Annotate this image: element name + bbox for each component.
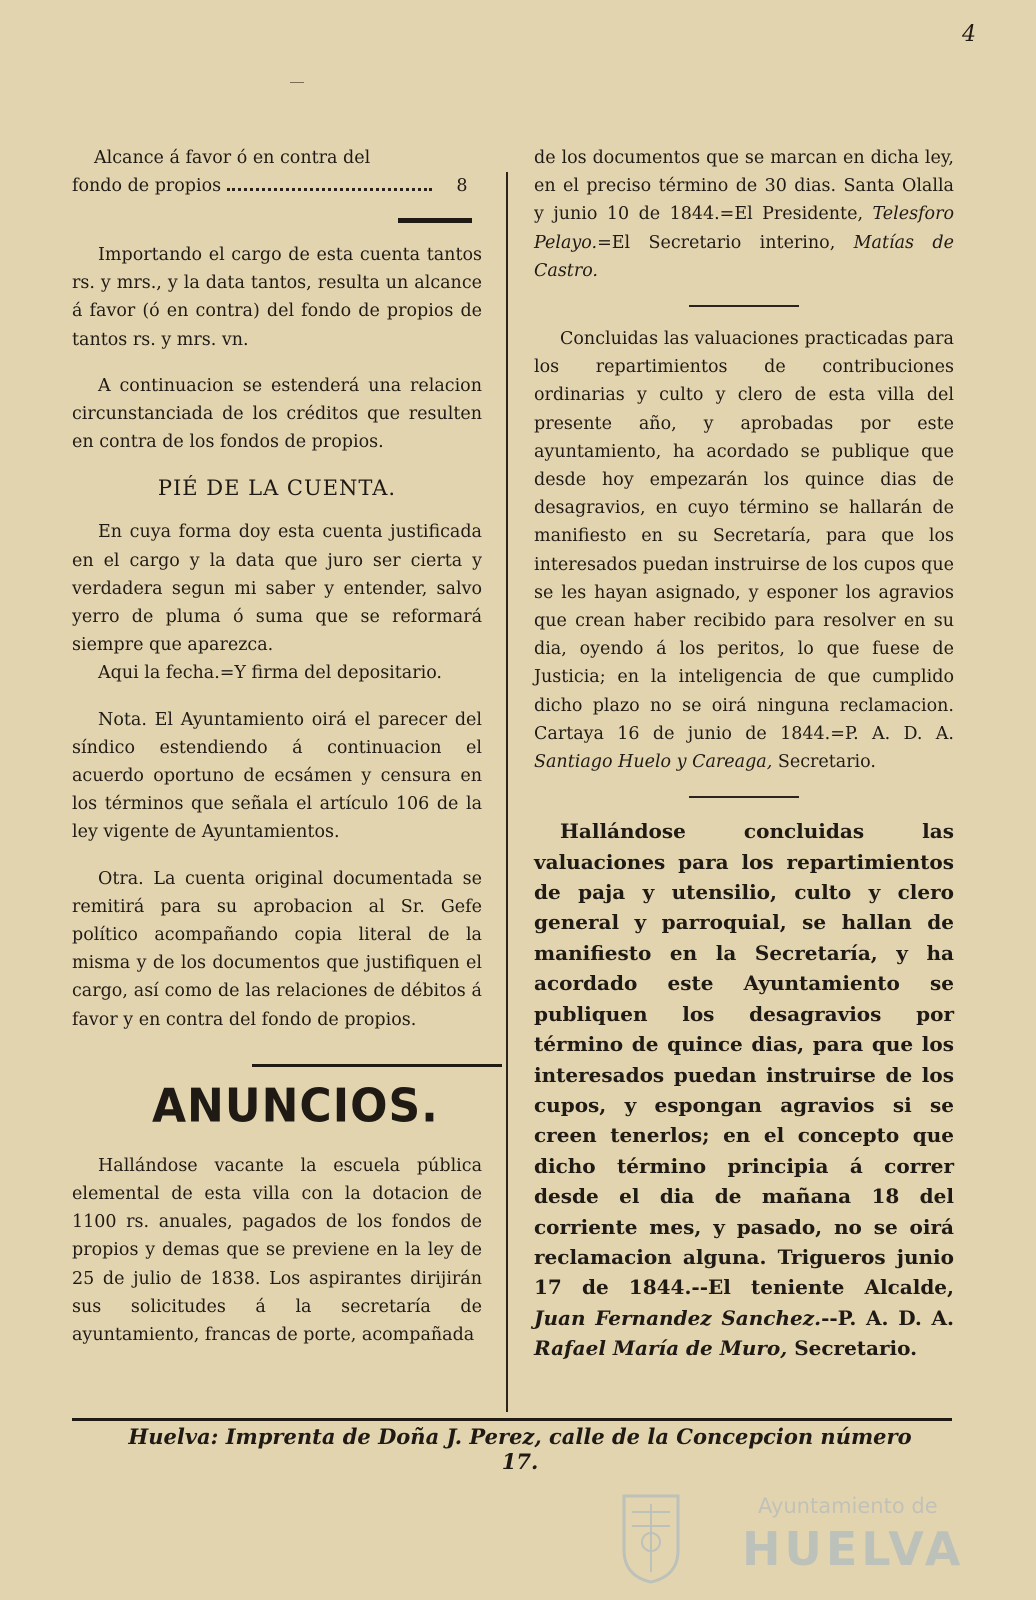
presidente-name: Telesforo Pelayo. — [534, 204, 954, 253]
trigueros-text-b: --P. A. D. A. — [821, 1305, 954, 1330]
column-divider — [506, 172, 508, 1412]
bottom-rule — [72, 1418, 952, 1421]
otra-text: La cuenta original documentada se remitirá para su aprobacion al Sr. Gefe político acompañando copia literal de la misma y de los documentos que justifiquen el cargo, así como de las relaciones de débitos á favor y en contra del fondo de propios. — [72, 868, 482, 1030]
watermark-line-2: HUELVA — [742, 1522, 965, 1576]
short-rule — [398, 218, 472, 223]
left-column — [72, 144, 482, 1349]
alcance-line-1-text: Alcance á favor ó en contra del — [94, 148, 371, 168]
otra-paragraph — [72, 865, 482, 1034]
watermark-line-1: Ayuntamiento de — [758, 1494, 938, 1518]
right-column — [534, 144, 954, 1364]
alcance-line-2 — [72, 172, 482, 200]
section-rule-1 — [689, 305, 799, 307]
cartaya-paragraph — [534, 325, 954, 776]
cartaya-text: Concluidas las valuaciones practicadas para los repartimientos de contribuciones ordinarias y culto y clero de esta villa del presente año, y aprobadas por este ayuntamiento, ha acordado se publique que desde hoy empezarán los quince dias de desagravios, en cuyo término se hallarán de manifiesto en su Secretaría, para que los interesados puedan instruirse de los cupos que se les hayan asignado, y esponer los agravios que crean haber recibido para resolver en su dia, oyendo á los peritos, lo que fuese de Justicia; en la inteligencia de que cumplido dicho plazo no se oirá ninguna reclamacion. Cartaya 16 de junio de 1844.=P. A. D. A. — [534, 329, 954, 744]
trigueros-paragraph — [534, 816, 954, 1363]
pie-paragraph: En cuya forma doy esta cuenta justificada en el cargo y la data que juro ser cierta y verdadera segun mi saber y entender, salvo yerro de pluma ó suma que se reformará siempre que aparezca. — [72, 522, 482, 656]
importando-paragraph: Importando el cargo de esta cuenta tantos rs. y mrs., y la data tantos, resulta un alcance á favor (ó en contra) del fondo de propios de tantos rs. y mrs. vn. — [72, 245, 482, 350]
ayuntamiento-watermark — [620, 1488, 965, 1588]
teniente-alcalde-name: Juan Fernandez Sanchez. — [534, 1305, 822, 1330]
anuncios-heading: ANUNCIOS. — [152, 1079, 439, 1134]
nota-paragraph — [72, 706, 482, 847]
pie-de-la-cuenta-heading: PIÉ DE LA CUENTA. — [157, 476, 397, 501]
alcance-line-1 — [72, 144, 482, 172]
otra-label: Otra. — [98, 868, 144, 889]
secretario-name: Matías de Castro. — [534, 232, 954, 281]
leader-dots — [227, 172, 432, 191]
cartaya-secretary-role: Secretario. — [777, 752, 876, 773]
fecha-line: Aqui la fecha.=Y firma del depositario. — [98, 663, 442, 684]
nota-text: El Ayuntamiento oirá el parecer del síndico estendiendo á continuacion el acuerdo oportuno de ecsámen y censura en los términos que señala el artículo 106 de la ley vigente de Ayuntamientos. — [72, 709, 482, 843]
trigueros-secretary-name: Rafael María de Muro, — [534, 1336, 788, 1361]
alcance-label: fondo de propios — [72, 176, 222, 196]
trigueros-secretary-role: Secretario. — [794, 1336, 918, 1361]
page-number: 4 — [962, 22, 976, 47]
secretario-text: =El Secretario interino, — [597, 232, 836, 253]
cartaya-secretary-name: Santiago Huelo y Careaga, — [534, 752, 773, 773]
nota-label: Nota. — [98, 709, 147, 730]
section-rule-2 — [689, 796, 799, 798]
santa-olalla-text: de los documentos que se marcan en dicha ley, en el preciso término de 30 dias. Santa Olalla y junio 10 de 1844.=El Presidente, — [534, 148, 954, 225]
alcance-value: 8 — [456, 176, 468, 196]
anuncio-escuela-paragraph: Hallándose vacante la escuela pública elemental de esta villa con la dotacion de 1100 rs. anuales, pagados de los fondos de propios y demas que se previene en la ley de 25 de julio de 1838. Los aspirantes dirijirán sus solicitudes á la secretaría de ayuntamiento, francas de porte, acompañada — [72, 1155, 482, 1346]
anuncios-rule — [252, 1064, 502, 1067]
top-dash — [290, 82, 304, 83]
continuacion-paragraph: A continuacion se estenderá una relacion circunstanciada de los créditos que resulten en contra de los fondos de propios. — [72, 375, 482, 453]
shield-icon — [620, 1492, 682, 1584]
santa-olalla-paragraph — [534, 144, 954, 285]
imprint-line: Huelva: Imprenta de Doña J. Perez, calle de la Concepcion número 17. — [128, 1424, 912, 1474]
trigueros-text: Hallándose concluidas las valuaciones para los repartimientos de paja y utensilio, culto y clero general y parroquial, se hallan de manifiesto en la Secretaría, y ha acordado este Ayuntamiento se publiquen los desagravios por término de quince dias, para que los interesados puedan instruirse de los cupos, y espongan agravios si se creen tenerlos; en el concepto que dicho término principia á correr desde el dia de mañana 18 del corriente mes, y pasado, no se oirá reclamacion alguna. Trigueros junio 17 de 1844.--El teniente Alcalde, — [534, 819, 954, 1300]
